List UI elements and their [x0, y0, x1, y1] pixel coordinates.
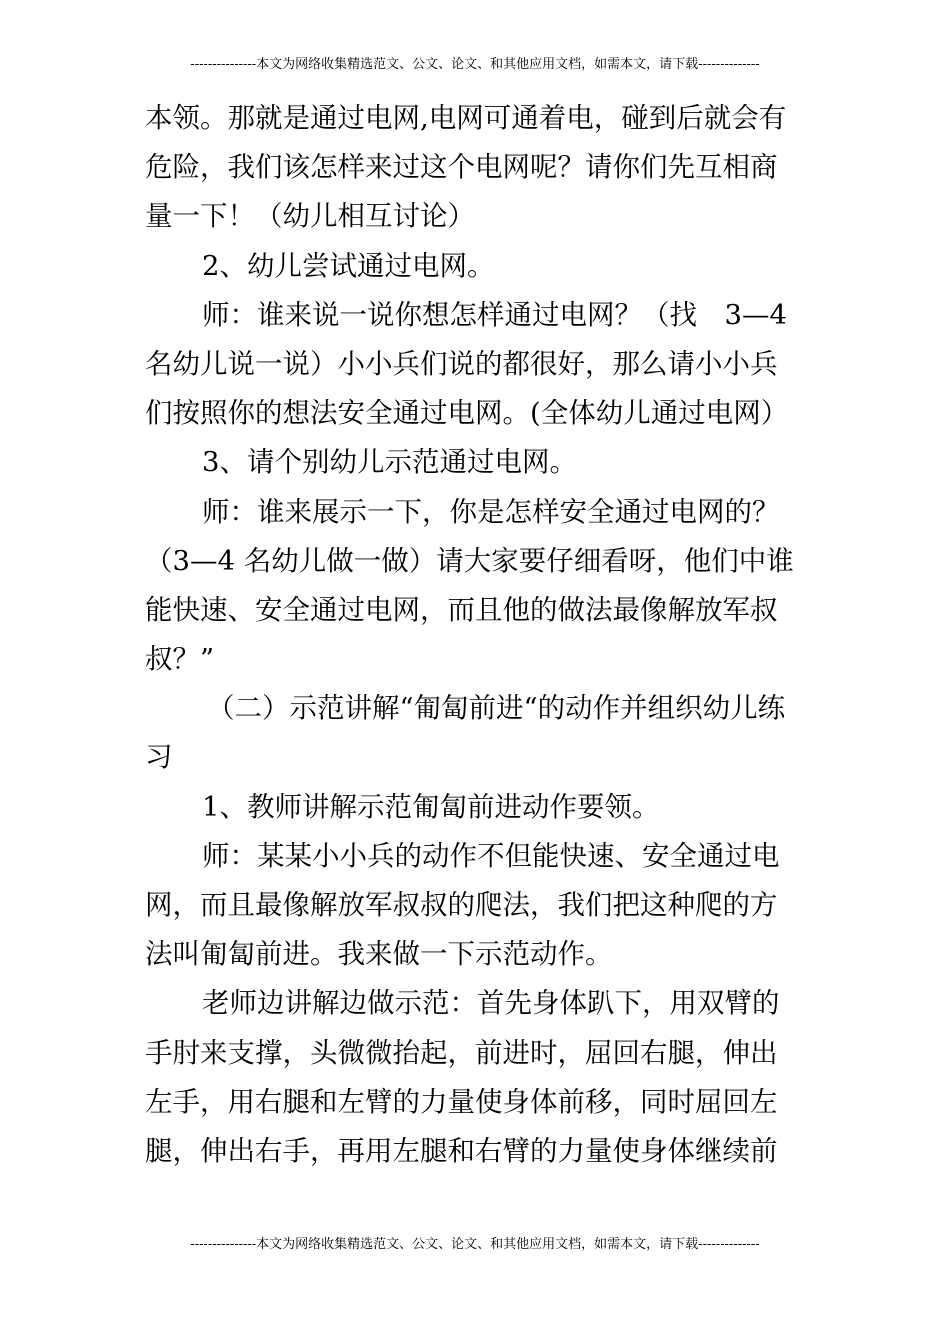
- text-line: 法叫匍匐前进。我来做一下示范动作。: [145, 938, 613, 971]
- text-line: 手肘来支撑，头微微抬起，前进时，屈回右腿，伸出: [145, 1036, 778, 1069]
- text-line: 名幼儿说一说）小小兵们说的都很好，那么请小小兵: [145, 347, 778, 380]
- text-line: 左手，用右腿和左臂的力量使身体前移，同时屈回左: [145, 1085, 778, 1118]
- text-line: 网，而且最像解放军叔叔的爬法，我们把这种爬的方: [145, 889, 778, 921]
- text-line: 危险，我们该怎样来过这个电网呢？请你们先互相商: [145, 151, 778, 184]
- text-line: 本领。那就是通过电网,电网可通着电，碰到后就会有: [145, 102, 787, 134]
- text-line: 习: [145, 741, 173, 774]
- text-line: 量一下！（幼儿相互讨论）: [145, 200, 475, 233]
- text-line: 师：某某小小兵的动作不但能快速、安全通过电: [202, 839, 780, 872]
- text-line: 能快速、安全通过电网，而且他的做法最像解放军叔: [145, 593, 778, 626]
- text-line: 老师边讲解边做示范：首先身体趴下，用双臂的: [202, 987, 780, 1020]
- page-footer-banner: ---------------本文为网络收集精选范文、公文、论文、和其他应用文档，如需本文，请下载--------------: [190, 1237, 760, 1252]
- text-line: 3、请个别幼儿示范通过电网。: [202, 446, 577, 479]
- text-line: 2、幼儿尝试通过电网。: [202, 249, 495, 282]
- text-line: 们按照你的想法安全通过电网。(全体幼儿通过电网）: [145, 397, 789, 430]
- text-line: 1、教师讲解示范匍匐前进动作要领。: [202, 790, 660, 823]
- text-line: 腿，伸出右手，再用左腿和右臂的力量使身体继续前: [145, 1134, 778, 1167]
- text-line: （二）示范讲解“匍匐前进“的动作并组织幼儿练: [207, 692, 786, 725]
- page-header-banner: ---------------本文为网络收集精选范文、公文、论文、和其他应用文档，如需本文，请下载--------------: [190, 57, 760, 72]
- document-body: [145, 94, 810, 1176]
- text-line: 师：谁来展示一下，你是怎样安全通过电网的？: [202, 495, 780, 528]
- text-line: （3—4 名幼儿做一做）请大家要仔细看呀，他们中谁: [145, 544, 794, 577]
- text-line: 叔？”: [145, 643, 215, 676]
- text-line: 师：谁来说一说你想怎样通过电网？（找 3—4: [202, 298, 787, 331]
